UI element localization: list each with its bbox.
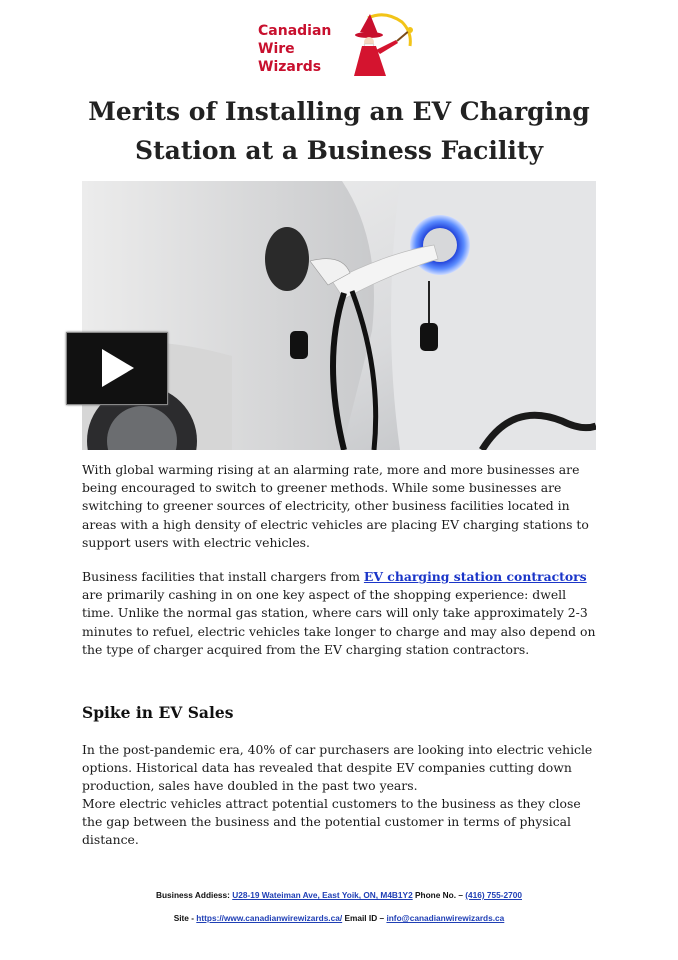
hero-image-ev-charger	[82, 181, 596, 450]
email-label: Email ID –	[342, 913, 387, 923]
distance-paragraph: More electric vehicles attract potential customers to the business as they close the gap between the business and the potential customer in terms of physical distance.	[82, 796, 581, 848]
website-link[interactable]: https://www.canadianwirewizards.ca/	[196, 913, 343, 923]
address-label: Business Addiess:	[156, 890, 233, 900]
intro-paragraph: With global warming rising at an alarming rate, more and more businesses are being encouraged to switch to greener methods. While some businesses are switching to greener sources of electricity, other business facilities located in areas with a high density of electric vehicles are placing EV charging stations to support users with electric vehicles.	[82, 462, 589, 550]
p2-post-text: are primarily cashing in on one key aspect of the shopping experience: dwell time. Unlike the normal gas station, where cars will only take approximately 2-3 minutes to refuel, electric vehicles take longer to charge and may also depend on the type of charger acquired from the EV charging station contractors.	[82, 587, 596, 657]
logo-text	[258, 22, 331, 76]
contractors-paragraph	[82, 568, 597, 659]
email-link[interactable]: info@canadianwirewizards.ca	[386, 913, 505, 923]
page-title	[60, 92, 618, 170]
ev-charger-illustration	[82, 181, 596, 450]
play-icon	[100, 347, 136, 389]
title-line-2: Station at a Business Facility	[135, 136, 543, 165]
logo-line-1: Canadian	[258, 23, 332, 39]
p2-pre-text: Business facilities that install chargers from	[82, 569, 364, 584]
footer-address-line	[0, 890, 678, 900]
ev-contractors-link[interactable]: EV charging station contractors	[363, 569, 587, 584]
address-link[interactable]: U28-19 Wateiman Ave, East Yoik, ON, M4B1Y2	[232, 890, 413, 900]
logo-line-2: Wire	[258, 41, 295, 57]
site-label: Site -	[173, 913, 197, 923]
phone-label: Phone No. –	[412, 890, 466, 900]
logo-line-3: Wizards	[258, 59, 322, 75]
footer-contact-line	[0, 913, 678, 923]
phone-link[interactable]: (416) 755-2700	[465, 890, 522, 900]
section-heading: Spike in EV Sales	[82, 703, 234, 722]
video-play-button[interactable]	[66, 332, 168, 405]
sales-paragraph: In the post-pandemic era, 40% of car purchasers are looking into electric vehicle options. Historical data has revealed that despite EV companies cutting down production, sales have doubled in the past two years.	[82, 742, 593, 794]
title-line-1: Merits of Installing an EV Charging	[88, 97, 590, 126]
wizard-logo-icon	[340, 12, 418, 78]
company-logo	[258, 12, 423, 80]
